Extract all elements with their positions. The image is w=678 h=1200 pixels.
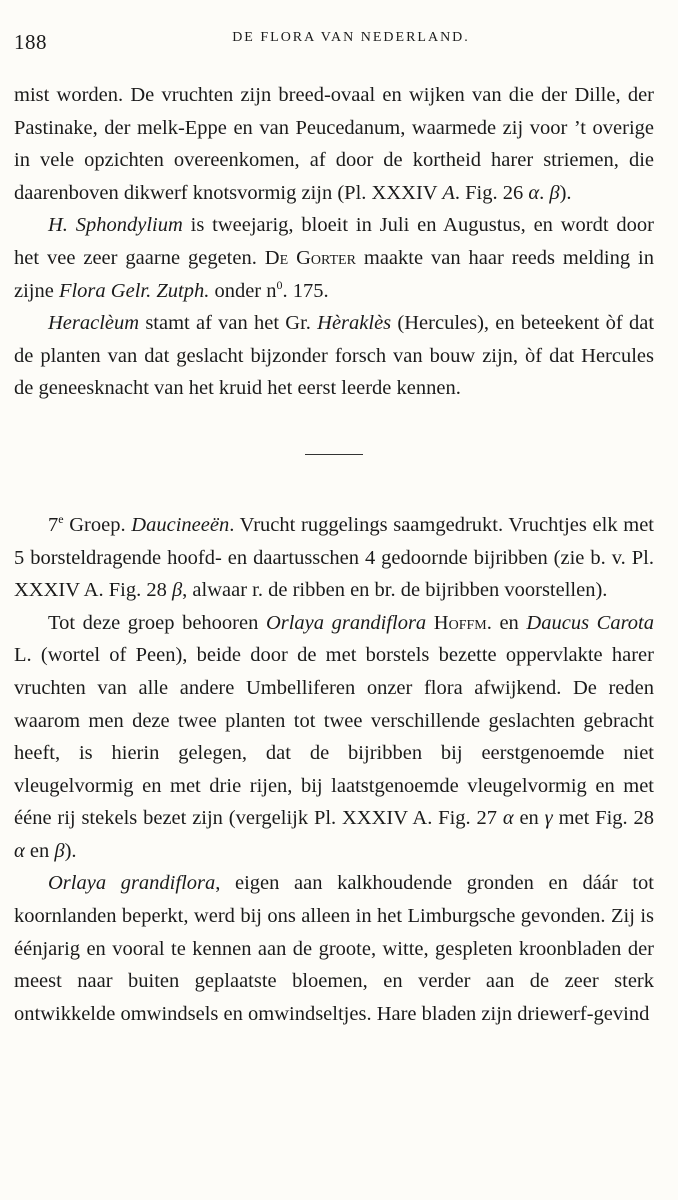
paragraph-sphondylium: H. Sphondylium is tweejarig, bloeit in Juli en Augustus, en wordt door het vee zeer gaarne gegeten. De Gorter maakte van haar reeds melding in zijne Flora Gelr. Zutph. onder $n^0$. 175. bbox=[14, 214, 654, 302]
paragraph-orlaya-grandiflora: Orlaya grandiflora, eigen aan kalkhoudende gronden en dáár tot koornlanden beperkt, werd bij ons alleen in het Limburgsche gevonden. Zij is éénjarig en vooral te kennen aan de groote, witte, gespleten kroonbladen der meest naar buiten geplaatste bloemen, en verder aan de zeer sterk ontwikkelde omwindsels en omwindseltjes. Hare bladen zijn driewerf-gevind bbox=[14, 872, 654, 1025]
paragraph-group-7: 7e Groep. Daucineeën. Vrucht ruggelings saamgedrukt. Vruchtjes elk met 5 borsteldragende hoofd- en daartusschen 4 gedoornde bijribben (zie b. v. Pl. XXXIV A. Fig. 28 β, alwaar r. de ribben en br. de bijribben voorstellen). bbox=[14, 512, 654, 602]
page-number: 188 bbox=[14, 30, 47, 54]
running-title: DE FLORA VAN NEDERLAND. bbox=[232, 30, 470, 45]
paragraph-heracleum: Heraclèum stamt af van het Gr. Hèraklès (Hercules), en beteekent òf dat de planten van dat geslacht bijzonder forsch van bouw zijn, òf dat Hercules de geneesknacht van het kruid het eerst leerde kennen. bbox=[14, 312, 655, 400]
page-body bbox=[14, 79, 654, 1030]
page-header bbox=[14, 30, 648, 54]
paragraph-fruits: mist worden. De vruchten zijn breed-ovaal en wijken van die der Dille, der Pastinake, der melk-Eppe en van Peucedanum, waarmede zij voor ’t overige in vele opzichten overeenkomen, af door de kortheid harer striemen, die daarenboven dikwerf knotsvormig zijn (Pl. XXXIV A. Fig. 26 α. β). bbox=[14, 84, 654, 204]
section-divider bbox=[305, 454, 363, 455]
paragraph-orlaya-daucus: Tot deze groep behooren Orlaya grandiflora Hoffm. en Daucus Carota L. (wortel of Peen), beide door de met borstels bezette oppervlakte harer vruchten van alle andere Umbelliferen onzer flora afwijkend. De reden waarom men deze twee planten tot twee verschillende geslachten gebracht heeft, is hierin gelegen, dat de bijribben bij eerstgenoemde niet vleugelvormig en met drie rijen, bij laatstgenoemde vleugelvormig en met éénе rij stekels bezet zijn (vergelijk Pl. XXXIV A. Fig. 27 α en γ met Fig. 28 α en β). bbox=[14, 611, 654, 862]
